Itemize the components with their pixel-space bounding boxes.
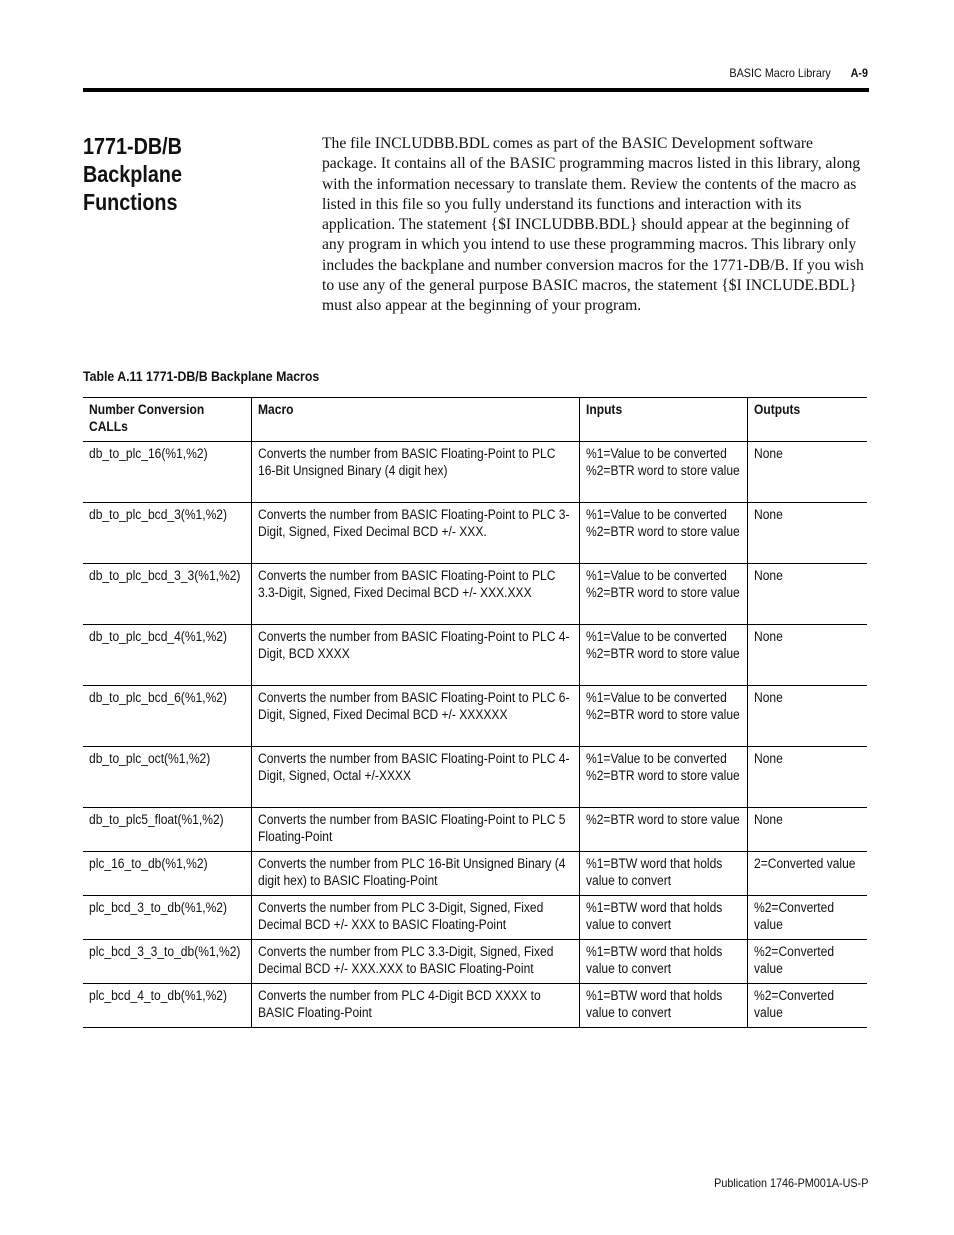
table-row <box>83 686 867 747</box>
inputs-cell: %1=Value to be converted %2=BTR word to store value <box>579 564 747 625</box>
call-cell: db_to_plc_bcd_3_3(%1,%2) <box>89 568 241 583</box>
call-cell: db_to_plc_bcd_3(%1,%2) <box>89 507 228 522</box>
table-row <box>83 442 867 503</box>
call-cell: plc_bcd_4_to_db(%1,%2) <box>89 988 228 1003</box>
call-cell: plc_bcd_3_3_to_db(%1,%2) <box>89 944 241 959</box>
macro-cell: Converts the number from PLC 3.3-Digit, Signed, Fixed Decimal BCD +/- XXX.XXX to BASIC Floating-Point <box>251 940 579 984</box>
inputs-cell: %2=BTR word to store value <box>579 808 747 852</box>
macro-cell: Converts the number from PLC 16-Bit Unsigned Binary (4 digit hex) to BASIC Floating-Point <box>251 852 579 896</box>
macro-cell: Converts the number from BASIC Floating-Point to PLC 5 Floating-Point <box>251 808 579 852</box>
macro-cell: Converts the number from BASIC Floating-Point to PLC 16-Bit Unsigned Binary (4 digit hex) <box>251 442 579 503</box>
column-header-macro: Macro <box>251 398 579 442</box>
call-cell: db_to_plc_16(%1,%2) <box>89 446 208 461</box>
outputs-cell: None <box>747 747 867 808</box>
inputs-cell: %1=Value to be converted %2=BTR word to store value <box>579 625 747 686</box>
backplane-macros-table <box>83 397 867 1028</box>
table-row <box>83 564 867 625</box>
inputs-cell: %1=Value to be converted %2=BTR word to store value <box>579 442 747 503</box>
inputs-cell: %1=Value to be converted %2=BTR word to store value <box>579 747 747 808</box>
running-header <box>729 66 868 80</box>
intro-paragraph: The file INCLUDBB.BDL comes as part of the BASIC Development software package. It contains all of the BASIC programming macros listed in this library, along with the information necessary to translate them. Review the contents of the macro as listed in this file so you fully understand its functions and interaction with its application. The statement {$I INCLUDBB.BDL} should appear at the beginning of any program in which you intend to use these programming macros. This library only includes the backplane and number conversion macros for the 1771-DB/B. If you wish to use any of the general purpose BASIC macros, the statement {$I INCLUDE.BDL} must also appear at the beginning of your program. <box>322 135 864 315</box>
table-row <box>83 984 867 1028</box>
call-cell: db_to_plc_oct(%1,%2) <box>89 751 211 766</box>
call-cell: db_to_plc_bcd_6(%1,%2) <box>89 690 228 705</box>
page-number: A-9 <box>850 66 868 80</box>
call-cell: plc_16_to_db(%1,%2) <box>89 856 208 871</box>
call-cell: db_to_plc_bcd_4(%1,%2) <box>89 629 228 644</box>
table-caption: Table A.11 1771-DB/B Backplane Macros <box>83 369 320 384</box>
table-row <box>83 896 867 940</box>
inputs-cell: %1=BTW word that holds value to convert <box>579 940 747 984</box>
column-header-calls: Number Conversion CALLs <box>89 402 205 435</box>
table-row <box>83 747 867 808</box>
inputs-cell: %1=Value to be converted %2=BTR word to store value <box>579 686 747 747</box>
macro-cell: Converts the number from BASIC Floating-Point to PLC 6-Digit, Signed, Fixed Decimal BCD +/- XXXXXX <box>251 686 579 747</box>
table-row <box>83 808 867 852</box>
macro-cell: Converts the number from BASIC Floating-Point to PLC 4-Digit, BCD XXXX <box>251 625 579 686</box>
inputs-cell: %1=Value to be converted %2=BTR word to store value <box>579 503 747 564</box>
outputs-cell: 2=Converted value <box>747 852 867 896</box>
outputs-cell: None <box>747 686 867 747</box>
outputs-cell: None <box>747 808 867 852</box>
outputs-cell: %2=Converted value <box>747 984 867 1028</box>
table-row <box>83 625 867 686</box>
table-row <box>83 852 867 896</box>
macro-cell: Converts the number from PLC 4-Digit BCD XXXX to BASIC Floating-Point <box>251 984 579 1028</box>
macro-cell: Converts the number from BASIC Floating-Point to PLC 3-Digit, Signed, Fixed Decimal BCD +/- XXX. <box>251 503 579 564</box>
table-header-row <box>83 398 867 442</box>
publication-footer: Publication 1746-PM001A-US-P <box>713 1176 868 1190</box>
running-title: BASIC Macro Library <box>729 66 831 80</box>
table-row <box>83 940 867 984</box>
section-title: 1771-DB/B Backplane Functions <box>83 133 182 215</box>
outputs-cell: %2=Converted value <box>747 896 867 940</box>
outputs-cell: None <box>747 442 867 503</box>
column-header-inputs: Inputs <box>579 398 747 442</box>
macro-cell: Converts the number from BASIC Floating-Point to PLC 4-Digit, Signed, Octal +/-XXXX <box>251 747 579 808</box>
header-rule <box>83 88 869 92</box>
outputs-cell: None <box>747 564 867 625</box>
outputs-cell: None <box>747 503 867 564</box>
call-cell: plc_bcd_3_to_db(%1,%2) <box>89 900 228 915</box>
call-cell: db_to_plc5_float(%1,%2) <box>89 812 224 827</box>
inputs-cell: %1=BTW word that holds value to convert <box>579 852 747 896</box>
inputs-cell: %1=BTW word that holds value to convert <box>579 896 747 940</box>
column-header-outputs: Outputs <box>747 398 867 442</box>
macro-cell: Converts the number from PLC 3-Digit, Signed, Fixed Decimal BCD +/- XXX to BASIC Floating-Point <box>251 896 579 940</box>
table-row <box>83 503 867 564</box>
outputs-cell: %2=Converted value <box>747 940 867 984</box>
inputs-cell: %1=BTW word that holds value to convert <box>579 984 747 1028</box>
outputs-cell: None <box>747 625 867 686</box>
macro-cell: Converts the number from BASIC Floating-Point to PLC 3.3-Digit, Signed, Fixed Decimal BCD +/- XXX.XXX <box>251 564 579 625</box>
